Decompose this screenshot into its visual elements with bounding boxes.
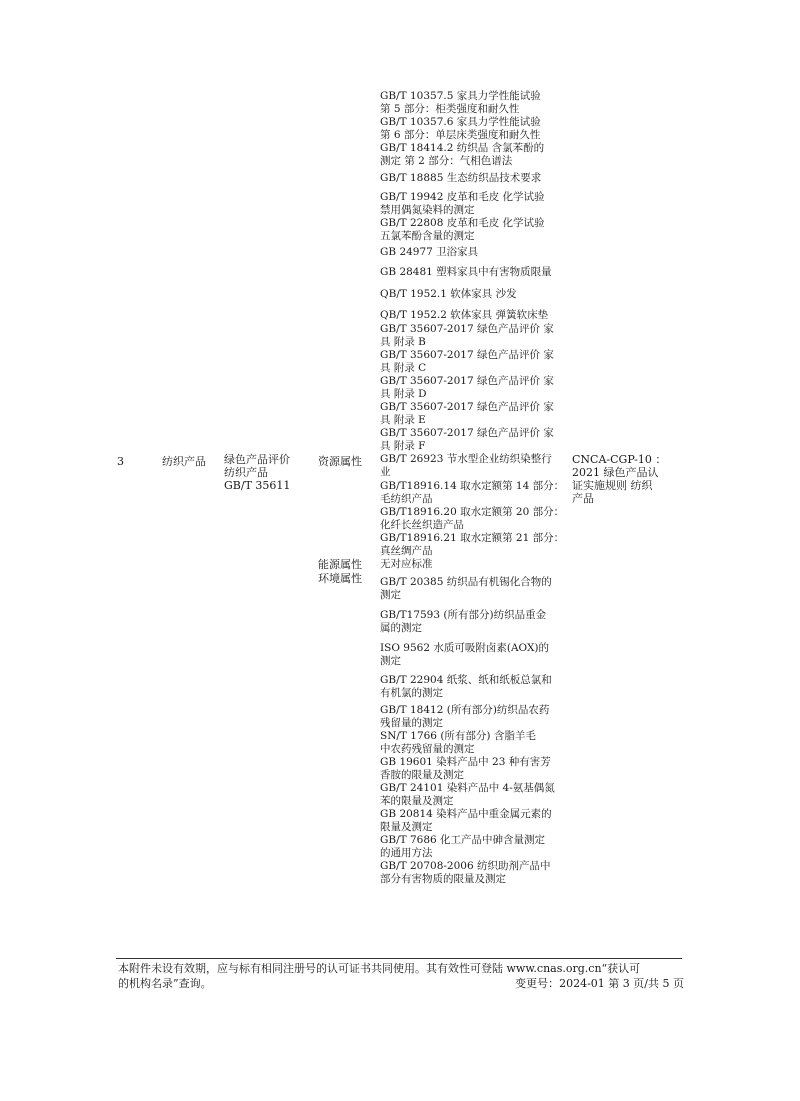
standard-line: GB/T 24101 染料产品中 4-氨基偶氮 [380, 782, 555, 794]
standard-line: 香胺的限量及测定 [380, 768, 464, 781]
continued-standard [380, 191, 585, 217]
evaluation-standard-line: GB/T 35611 [224, 479, 291, 492]
continued-standard [380, 142, 585, 168]
standard-line: GB/T 20708-2006 纺织助剂产品中 [380, 860, 551, 872]
standard-line: QB/T 1952.2 软体家具 弹簧软床垫 [380, 309, 549, 321]
continued-standard [380, 266, 585, 279]
continued-standard [380, 172, 585, 185]
footer-page-info: 变更号：2024-01 第 3 页/共 5 页 [515, 977, 684, 990]
continued-standard [380, 288, 585, 301]
evaluation-standard-line: 纺织产品 [224, 466, 268, 479]
standard-line: GB 28481 塑料家具中有害物质限量 [380, 266, 552, 278]
certification-rule-line: 2021 绿色产品认 [572, 466, 659, 479]
continued-standard [380, 246, 585, 259]
continued-standard [380, 349, 585, 375]
standard-line: GB 24977 卫浴家具 [380, 246, 479, 258]
standard-line: GB/T 10357.6 家具力学性能试验 [380, 116, 541, 128]
standard-line: GB/T 18414.2 纺织品 含氯苯酚的 [380, 142, 545, 154]
standard-line: 测定 [380, 588, 401, 601]
standard-line: GB/T 35607-2017 绿色产品评价 家 [380, 375, 554, 387]
environment-standard [380, 860, 585, 886]
standard-line: 测定 第 2 部分：气相色谱法 [380, 154, 513, 167]
environment-standard [380, 808, 585, 834]
standard-line: 具 附录 F [380, 439, 426, 452]
attribute-environment: 环境属性 [318, 572, 362, 585]
standard-line: 具 附录 C [380, 361, 427, 374]
standard-line: GB/T18916.20 取水定额第 20 部分： [380, 506, 565, 518]
standard-line: GB/T 22808 皮革和毛皮 化学试验 [380, 217, 545, 229]
standard-line: GB 19601 染料产品中 23 种有害芳 [380, 756, 551, 768]
resource-standard [380, 506, 585, 532]
standard-line: 第 6 部分：单层床类强度和耐久性 [380, 128, 541, 141]
energy-standard [380, 558, 585, 571]
certification-rule-line: 证实施规则 纺织 [572, 479, 653, 492]
product-category: 纺织产品 [162, 455, 206, 468]
standard-line: GB/T18916.14 取水定额第 14 部分： [380, 480, 565, 492]
environment-standard [380, 756, 585, 782]
standard-line: 具 附录 B [380, 335, 426, 348]
standard-line: GB/T 10357.5 家具力学性能试验 [380, 90, 541, 102]
resource-standard [380, 453, 585, 479]
standard-line: GB/T18916.21 取水定额第 21 部分： [380, 532, 565, 544]
standard-line: 的通用方法 [380, 846, 433, 859]
certification-rule-line: CNCA-CGP-10 ： [572, 453, 667, 466]
environment-standard [380, 834, 585, 860]
standard-line: 部分有害物质的限量及测定 [380, 872, 506, 885]
standard-line: 中农药残留量的测定 [380, 742, 475, 755]
environment-standard [380, 609, 585, 635]
standard-line: 属的测定 [380, 621, 422, 634]
standard-line: QB/T 1952.1 软体家具 沙发 [380, 288, 517, 300]
environment-standard [380, 576, 585, 602]
standard-line: GB/T 35607-2017 绿色产品评价 家 [380, 323, 554, 335]
continued-standard [380, 116, 585, 142]
standard-line: GB/T 22904 纸浆、纸和纸板总氯和 [380, 674, 552, 686]
environment-standard [380, 642, 585, 668]
certification-rule [572, 453, 666, 505]
standard-line: GB/T 35607-2017 绿色产品评价 家 [380, 349, 554, 361]
footer-note-line1: 本附件未设有效期，应与标有相同注册号的认可证书共同使用。其有效性可登陆 www.cnas.org.cn“获认可 [118, 962, 641, 975]
standard-line: 五氯苯酚含量的测定 [380, 229, 475, 242]
footer-note-line2: 的机构名录”查询。 [118, 977, 212, 990]
standard-line: GB/T 19942 皮革和毛皮 化学试验 [380, 191, 545, 203]
continued-standard [380, 90, 585, 116]
standard-line: 具 附录 D [380, 387, 427, 400]
standard-line: GB/T 35607-2017 绿色产品评价 家 [380, 427, 554, 439]
continued-standard [380, 323, 585, 349]
standard-line: GB/T 7686 化工产品中砷含量测定 [380, 834, 546, 846]
standard-line: GB/T 35607-2017 绿色产品评价 家 [380, 401, 554, 413]
continued-standard [380, 427, 585, 453]
standard-line: 苯的限量及测定 [380, 794, 454, 807]
continued-standard [380, 217, 585, 243]
standard-line: SN/T 1766 (所有部分) 含脂羊毛 [380, 730, 536, 742]
evaluation-standard [224, 453, 290, 492]
evaluation-standard-line: 绿色产品评价 [224, 453, 290, 466]
standard-line: ISO 9562 水质可吸附卤素(AOX)的 [380, 642, 550, 654]
attribute-resource: 资源属性 [318, 455, 362, 468]
certification-rule-line: 产品 [572, 492, 594, 505]
standard-line: 毛纺织产品 [380, 492, 433, 505]
standard-line: GB 20814 染料产品中重金属元素的 [380, 808, 552, 820]
standard-line: 业 [380, 465, 391, 478]
standard-line: 残留量的测定 [380, 716, 443, 729]
standard-line: 测定 [380, 654, 401, 667]
environment-standard [380, 730, 585, 756]
row-number: 3 [117, 455, 124, 468]
standard-line: 具 附录 E [380, 413, 426, 426]
footer-divider [116, 958, 682, 959]
standard-line: 禁用偶氮染料的测定 [380, 203, 475, 216]
continued-standard [380, 309, 585, 322]
standard-line: 第 5 部分：柜类强度和耐久性 [380, 102, 520, 115]
environment-standard [380, 782, 585, 808]
standard-line: 有机氯的测定 [380, 686, 443, 699]
continued-standard [380, 401, 585, 427]
standard-line: 无对应标准 [380, 558, 433, 570]
standard-line: GB/T 20385 纺织品有机锡化合物的 [380, 576, 552, 588]
attribute-energy: 能源属性 [318, 558, 362, 571]
standard-line: 真丝绸产品 [380, 544, 433, 557]
standard-line: 化纤长丝织造产品 [380, 518, 464, 531]
standard-line: GB/T17593 (所有部分)纺织品重金 [380, 609, 547, 621]
environment-standard [380, 674, 585, 700]
standard-line: 限量及测定 [380, 820, 433, 833]
resource-standard [380, 532, 585, 558]
standard-line: GB/T 26923 节水型企业纺织染整行 [380, 453, 552, 465]
resource-standard [380, 480, 585, 506]
standard-line: GB/T 18885 生态纺织品技术要求 [380, 172, 542, 184]
standard-line: GB/T 18412 (所有部分)纺织品农药 [380, 704, 550, 716]
environment-standard [380, 704, 585, 730]
continued-standard [380, 375, 585, 401]
